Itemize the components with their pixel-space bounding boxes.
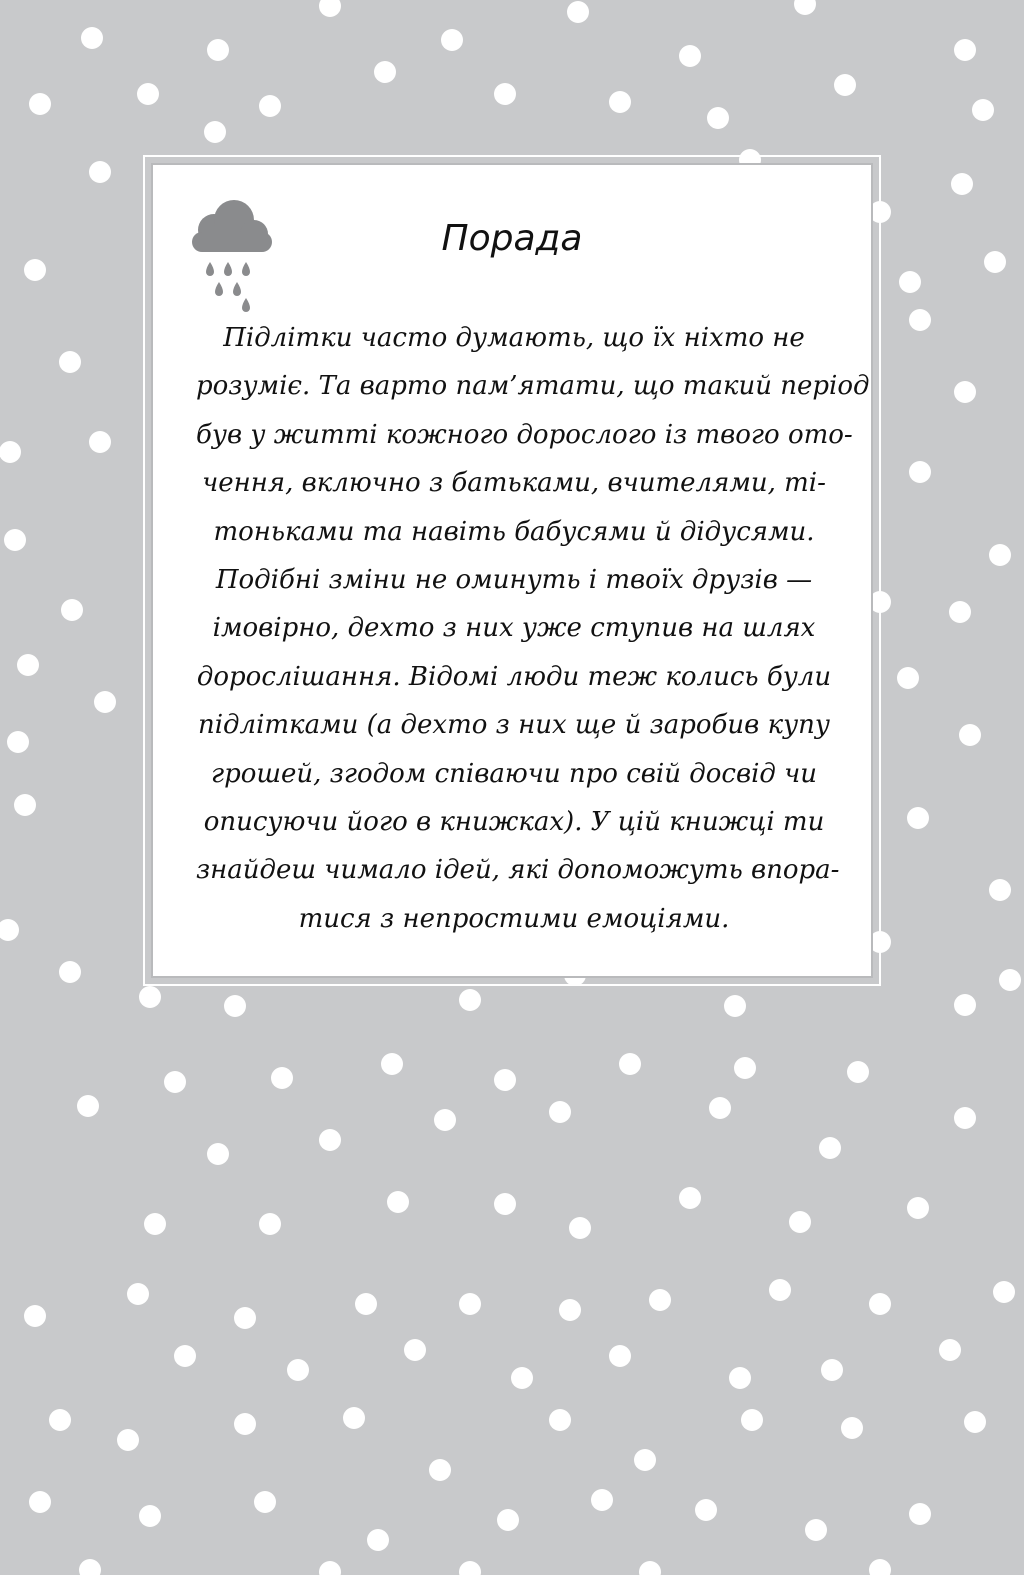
- background-dot: [429, 1459, 451, 1481]
- background-dot: [869, 1293, 891, 1315]
- background-dot: [819, 1137, 841, 1159]
- background-dot: [679, 45, 701, 67]
- background-dot: [207, 1143, 229, 1165]
- background-dot: [707, 107, 729, 129]
- background-dot: [29, 93, 51, 115]
- background-dot: [869, 1559, 891, 1575]
- body-line: описуючи його в книжках). У цій книжці ти: [203, 807, 825, 838]
- background-dot: [259, 1213, 281, 1235]
- background-dot: [549, 1409, 571, 1431]
- background-dot: [993, 1281, 1015, 1303]
- background-dot: [77, 1095, 99, 1117]
- background-dot: [834, 74, 856, 96]
- background-dot: [319, 1129, 341, 1151]
- background-dot: [434, 1109, 456, 1131]
- background-dot: [794, 0, 816, 15]
- background-dot: [144, 1213, 166, 1235]
- background-dot: [789, 1211, 811, 1233]
- background-dot: [679, 1187, 701, 1209]
- background-dot: [567, 1, 589, 23]
- background-dot: [769, 1279, 791, 1301]
- background-dot: [89, 161, 111, 183]
- body-line: імовірно, дехто з них уже ступив на шлях: [212, 613, 816, 644]
- background-dot: [639, 1561, 661, 1575]
- body-line: розуміє. Та варто пам’ятати, що такий період: [196, 371, 870, 402]
- background-dot: [49, 1409, 71, 1431]
- background-dot: [7, 731, 29, 753]
- background-dot: [355, 1293, 377, 1315]
- body-line: був у житті кожного дорослого із твого ото-: [196, 419, 853, 450]
- background-dot: [259, 95, 281, 117]
- background-dot: [374, 61, 396, 83]
- background-dot: [609, 91, 631, 113]
- background-dot: [511, 1367, 533, 1389]
- background-dot: [287, 1359, 309, 1381]
- background-dot: [821, 1359, 843, 1381]
- background-dot: [841, 1417, 863, 1439]
- background-dot: [224, 995, 246, 1017]
- background-dot: [204, 121, 226, 143]
- background-dot: [319, 0, 341, 17]
- background-dot: [591, 1489, 613, 1511]
- background-dot: [4, 529, 26, 551]
- background-dot: [319, 1561, 341, 1575]
- background-dot: [459, 1293, 481, 1315]
- body-line: тися з непростими емоціями.: [298, 903, 730, 934]
- background-dot: [0, 441, 21, 463]
- background-dot: [954, 39, 976, 61]
- background-dot: [909, 461, 931, 483]
- background-dot: [127, 1283, 149, 1305]
- background-dot: [207, 39, 229, 61]
- background-dot: [907, 807, 929, 829]
- background-dot: [734, 1057, 756, 1079]
- background-dot: [271, 1067, 293, 1089]
- background-dot: [164, 1071, 186, 1093]
- background-dot: [17, 654, 39, 676]
- card-title: Порада: [441, 218, 583, 259]
- background-dot: [89, 431, 111, 453]
- background-dot: [24, 259, 46, 281]
- background-dot: [907, 1197, 929, 1219]
- body-line: чення, включно з батьками, вчителями, ті-: [202, 468, 826, 499]
- background-dot: [139, 986, 161, 1008]
- background-dot: [367, 1529, 389, 1551]
- background-dot: [709, 1097, 731, 1119]
- background-dot: [254, 1491, 276, 1513]
- background-dot: [494, 1193, 516, 1215]
- background-dot: [954, 994, 976, 1016]
- background-dot: [972, 99, 994, 121]
- background-dot: [459, 1561, 481, 1575]
- background-dot: [381, 1053, 403, 1075]
- background-dot: [137, 83, 159, 105]
- background-dot: [999, 969, 1021, 991]
- background-dot: [959, 724, 981, 746]
- background-dot: [619, 1053, 641, 1075]
- background-dot: [387, 1191, 409, 1213]
- background-dot: [59, 351, 81, 373]
- background-dot: [989, 879, 1011, 901]
- background-dot: [0, 919, 19, 941]
- background-dot: [494, 1069, 516, 1091]
- background-dot: [81, 27, 103, 49]
- background-dot: [899, 271, 921, 293]
- background-dot: [989, 544, 1011, 566]
- background-dot: [24, 1305, 46, 1327]
- body-line: Підлітки часто думають, що їх ніхто не: [223, 323, 805, 353]
- background-dot: [741, 1409, 763, 1431]
- card-body-text: [196, 314, 870, 943]
- background-dot: [404, 1339, 426, 1361]
- body-line: грошей, згодом співаючи про свій досвід чи: [210, 758, 818, 789]
- background-dot: [29, 1491, 51, 1513]
- background-dot: [559, 1299, 581, 1321]
- background-dot: [569, 1217, 591, 1239]
- background-dot: [909, 1503, 931, 1525]
- background-dot: [984, 251, 1006, 273]
- background-dot: [94, 691, 116, 713]
- background-dot: [117, 1429, 139, 1451]
- background-dot: [729, 1367, 751, 1389]
- background-dot: [949, 601, 971, 623]
- background-dot: [59, 961, 81, 983]
- body-line: Подібні зміни не оминуть і твоїх друзів —: [215, 565, 813, 596]
- background-dot: [459, 989, 481, 1011]
- background-dot: [14, 794, 36, 816]
- background-dot: [964, 1411, 986, 1433]
- body-line: тоньками та навіть бабусями й дідусями.: [213, 516, 815, 547]
- body-line: дорослішання. Відомі люди теж колись були: [196, 661, 832, 692]
- background-dot: [441, 29, 463, 51]
- background-dot: [61, 599, 83, 621]
- background-dot: [951, 173, 973, 195]
- background-dot: [634, 1449, 656, 1471]
- body-line: підлітками (а дехто з них ще й заробив купу: [197, 710, 831, 741]
- background-dot: [79, 1559, 101, 1575]
- background-dot: [343, 1407, 365, 1429]
- background-dot: [549, 1101, 571, 1123]
- background-dot: [497, 1509, 519, 1531]
- body-line: знайдеш чимало ідей, які допоможуть впора-: [196, 855, 840, 886]
- background-dot: [805, 1519, 827, 1541]
- background-dot: [649, 1289, 671, 1311]
- background-dot: [174, 1345, 196, 1367]
- background-dot: [847, 1061, 869, 1083]
- background-dot: [954, 1107, 976, 1129]
- background-dot: [939, 1339, 961, 1361]
- background-dot: [494, 83, 516, 105]
- background-dot: [234, 1413, 256, 1435]
- background-dot: [695, 1499, 717, 1521]
- background-dot: [897, 667, 919, 689]
- background-dot: [954, 381, 976, 403]
- background-dot: [724, 995, 746, 1017]
- background-dot: [609, 1345, 631, 1367]
- background-dot: [234, 1307, 256, 1329]
- background-dot: [909, 309, 931, 331]
- background-dot: [139, 1505, 161, 1527]
